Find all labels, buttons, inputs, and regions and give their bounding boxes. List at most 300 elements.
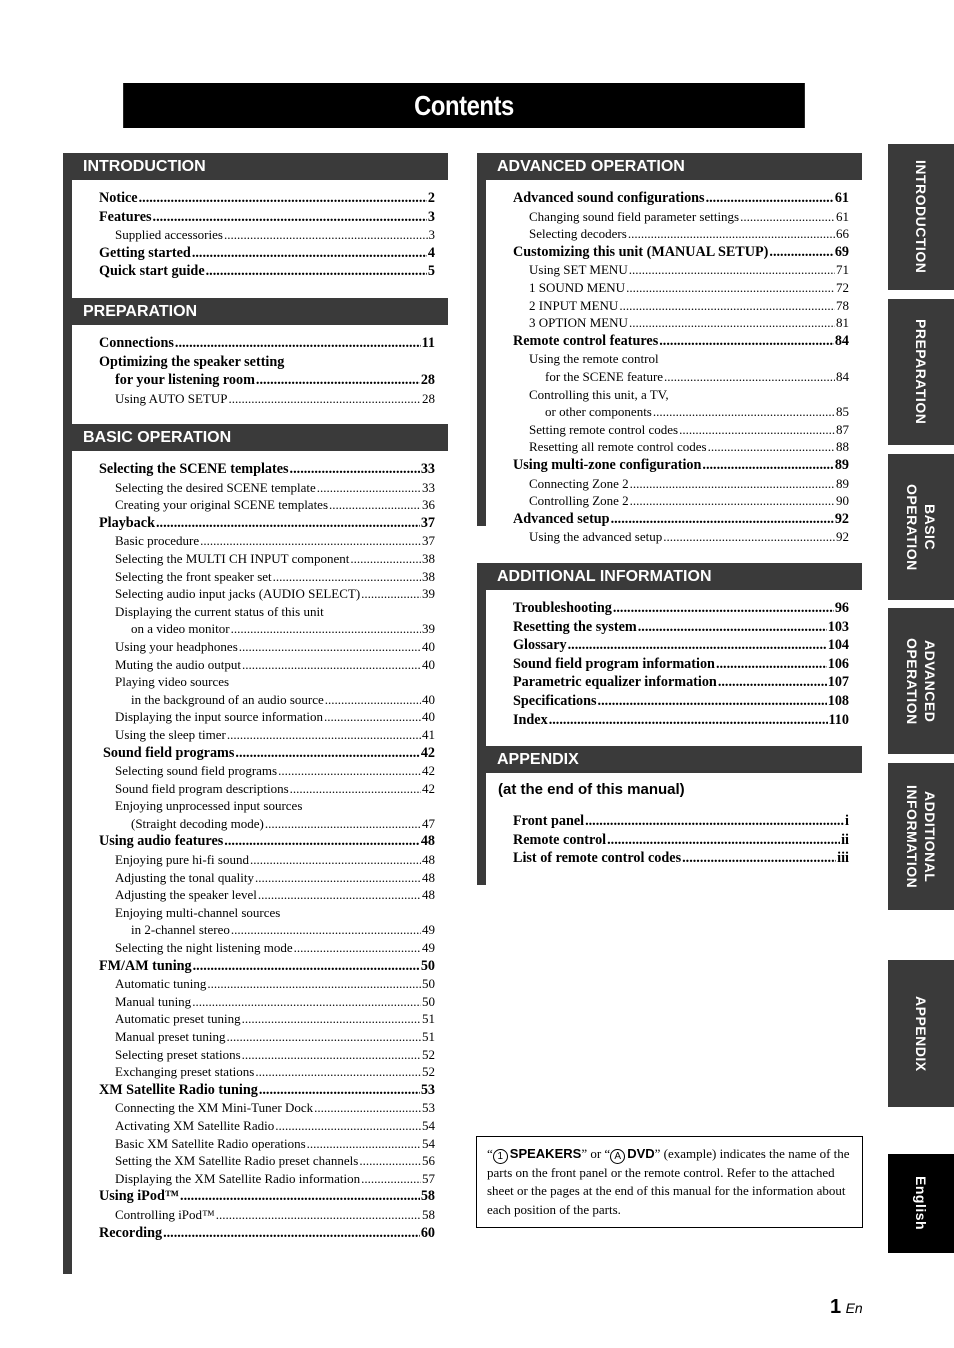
toc-entry-label: Displaying the input source information: [115, 709, 323, 725]
toc-entry[interactable]: [486, 510, 862, 529]
tab-preparation[interactable]: PREPARATION: [888, 299, 954, 445]
toc-entry[interactable]: [72, 869, 448, 887]
section-heading: ADDITIONAL INFORMATION: [477, 563, 862, 590]
toc-entry[interactable]: [72, 1187, 448, 1206]
toc-entry-label: Selecting the front speaker set: [115, 568, 272, 584]
dot-leader: [626, 279, 835, 297]
toc-entry[interactable]: [486, 492, 862, 510]
dot-leader: [216, 1206, 421, 1224]
toc-entry-label: Using the remote control: [529, 351, 659, 367]
toc-entry[interactable]: [486, 655, 862, 674]
toc-entry-label: Playback: [99, 514, 155, 531]
toc-entry-label: Displaying the current status of this unit: [115, 603, 324, 619]
toc-entry-page: 104: [827, 637, 849, 654]
toc-entry[interactable]: [72, 620, 448, 638]
toc-entry-label: Optimizing the speaker setting: [99, 353, 285, 370]
toc-entry[interactable]: [72, 1046, 448, 1064]
toc-entry-label: Index: [513, 711, 548, 728]
speakers-key: SPEAKERS: [509, 1146, 582, 1161]
dot-leader: [226, 1028, 421, 1046]
toc-entry-page: 48: [422, 887, 435, 903]
tab-basic-operation[interactable]: BASIC OPERATION: [888, 454, 954, 600]
toc-entry-page: 42: [422, 780, 435, 796]
toc-entry-page: 40: [422, 709, 435, 725]
toc-entry-page: 58: [420, 1188, 435, 1205]
toc-entry-page: 38: [422, 568, 435, 584]
dot-leader: [663, 528, 835, 546]
toc-entry[interactable]: [72, 886, 448, 904]
toc-entry-page: 48: [422, 852, 435, 868]
section-introduction: [63, 153, 448, 315]
toc-entry[interactable]: [486, 261, 862, 279]
tab-additional-information[interactable]: ADDITIONAL INFORMATION: [888, 763, 954, 910]
toc-entry[interactable]: [486, 599, 862, 618]
dot-leader: [629, 261, 835, 279]
toc-list: [477, 180, 862, 545]
toc-entry-page: 69: [834, 243, 849, 260]
dot-leader: [613, 599, 834, 618]
toc-entry-label: 1 SOUND MENU: [529, 279, 626, 295]
toc-entry-page: 96: [834, 600, 849, 616]
dot-leader: [682, 849, 836, 868]
toc-entry-page: 92: [836, 529, 849, 545]
toc-entry[interactable]: [486, 831, 862, 850]
toc-entry-page: 39: [422, 586, 435, 602]
toc-entry-page: 61: [836, 208, 849, 224]
toc-entry-page: 50: [422, 993, 435, 1009]
toc-entry[interactable]: [72, 262, 448, 281]
toc-list: [477, 590, 862, 748]
toc-entry-label: Advanced setup: [513, 510, 610, 527]
dot-leader: [638, 618, 827, 637]
toc-entry-page: 52: [422, 1064, 435, 1080]
dot-leader: [607, 831, 840, 850]
dot-leader: [278, 762, 421, 780]
toc-entry-page: 81: [836, 315, 849, 331]
toc-entry-page: iii: [837, 850, 849, 867]
toc-entry-page: 110: [828, 711, 849, 728]
toc-entry-page: 49: [422, 922, 435, 938]
toc-entry[interactable]: [486, 403, 862, 421]
dot-leader: [702, 456, 833, 475]
section-heading: INTRODUCTION: [63, 153, 448, 180]
dot-leader: [180, 1187, 420, 1206]
toc-entry-label: Remote control features: [513, 332, 659, 349]
toc-entry[interactable]: [72, 673, 448, 691]
toc-entry-label: Creating your original SCENE templates: [115, 497, 329, 513]
circled-letter-icon: A: [610, 1149, 625, 1164]
dot-leader: [242, 656, 421, 674]
toc-entry[interactable]: [72, 1010, 448, 1028]
dot-leader: [227, 726, 421, 744]
dot-leader: [350, 550, 421, 568]
toc-entry-label: Advanced sound configurations: [513, 190, 705, 206]
toc-list: [63, 180, 448, 315]
toc-entry-label: Setting remote control codes: [529, 421, 679, 437]
toc-entry-page: 90: [836, 493, 849, 509]
toc-entry[interactable]: [72, 744, 448, 763]
toc-entry-label: Enjoying unprocessed input sources: [115, 798, 303, 814]
toc-entry-label: Using SET MENU: [529, 262, 628, 278]
toc-entry-page: 51: [422, 1029, 435, 1044]
toc-entry[interactable]: [72, 390, 448, 408]
dvd-key: DVD: [627, 1146, 655, 1161]
toc-entry-label: Sound field program information: [513, 655, 715, 672]
toc-entry-page: 106: [827, 655, 849, 672]
toc-entry[interactable]: [72, 1117, 448, 1135]
dot-leader: [740, 208, 835, 226]
toc-entry[interactable]: [486, 189, 862, 208]
dot-leader: [193, 957, 420, 976]
toc-list-wrap: [477, 773, 862, 885]
toc-entry-label: Adjusting the tonal quality: [115, 869, 255, 885]
toc-entry-label: Changing sound field parameter settings: [529, 208, 740, 224]
toc-entry[interactable]: [72, 353, 448, 372]
toc-entry[interactable]: [486, 812, 862, 831]
toc-entry[interactable]: [486, 692, 862, 711]
toc-entry-label: Exchanging preset stations: [115, 1064, 255, 1080]
toc-entry-page: 28: [422, 390, 435, 406]
dot-leader: [265, 815, 421, 833]
section-heading: ADVANCED OPERATION: [477, 153, 862, 180]
toc-entry-label: Front panel: [513, 813, 585, 829]
dot-leader: [231, 921, 421, 939]
toc-entry-label: for the SCENE feature: [545, 368, 664, 384]
tab-introduction[interactable]: INTRODUCTION: [888, 144, 954, 290]
section-preparation: [63, 298, 448, 424]
toc-entry[interactable]: [486, 849, 862, 868]
dot-leader: [239, 638, 421, 656]
toc-entry-label: Controlling this unit, a TV,: [529, 386, 669, 402]
toc-entry-label: on a video monitor: [131, 621, 230, 637]
dot-leader: [153, 208, 427, 227]
toc-entry[interactable]: [72, 1135, 448, 1153]
dot-leader: [361, 585, 421, 603]
toc-entry[interactable]: [72, 189, 448, 208]
toc-entry-page: 103: [827, 618, 849, 635]
toc-entry[interactable]: [486, 314, 862, 332]
toc-entry-page: 42: [422, 763, 435, 779]
toc-entry-page: 2: [427, 190, 435, 206]
toc-entry[interactable]: [486, 297, 862, 315]
toc-list: [486, 812, 862, 868]
toc-entry[interactable]: [72, 638, 448, 656]
toc-entry-page: 37: [422, 533, 435, 549]
toc-entry[interactable]: [72, 851, 448, 869]
toc-entry[interactable]: [72, 1152, 448, 1170]
toc-entry-page: 40: [422, 691, 435, 707]
toc-entry[interactable]: [72, 1099, 448, 1117]
toc-entry[interactable]: [486, 475, 862, 493]
dot-leader: [258, 886, 421, 904]
toc-entry[interactable]: [72, 479, 448, 497]
dot-leader: [549, 711, 828, 730]
dot-leader: [256, 371, 420, 390]
toc-entry[interactable]: [72, 1206, 448, 1224]
toc-entry-page: 66: [836, 226, 849, 242]
dot-leader: [679, 421, 835, 439]
appendix-subheading: (at the end of this manual): [498, 781, 685, 798]
dot-leader: [163, 1224, 420, 1243]
toc-entry-label: Automatic tuning: [115, 976, 207, 992]
toc-entry-page: 33: [420, 461, 435, 477]
toc-entry[interactable]: [72, 334, 448, 353]
dot-leader: [361, 1170, 421, 1188]
toc-entry-label: in the background of an audio source: [131, 691, 324, 707]
toc-entry-label: 2 INPUT MENU: [529, 297, 619, 313]
toc-entry-page: 84: [834, 332, 849, 349]
dot-leader: [255, 869, 421, 887]
toc-entry[interactable]: [72, 1170, 448, 1188]
dot-leader: [290, 780, 421, 798]
toc-entry-label: Selecting the MULTI CH INPUT component: [115, 550, 350, 566]
toc-list: [63, 451, 448, 1274]
toc-entry-page: 42: [420, 744, 435, 761]
toc-entry-page: 57: [422, 1170, 435, 1186]
dot-leader: [359, 1152, 421, 1170]
toc-entry-label: Enjoying multi-channel sources: [115, 904, 281, 920]
dot-leader: [290, 460, 420, 479]
toc-entry[interactable]: [486, 421, 862, 439]
toc-entry-page: 5: [427, 263, 435, 280]
toc-entry[interactable]: [72, 656, 448, 674]
toc-entry-label: Enjoying pure hi-fi sound: [115, 852, 249, 868]
toc-entry[interactable]: [72, 1063, 448, 1081]
toc-entry[interactable]: [486, 368, 862, 386]
toc-entry[interactable]: [72, 585, 448, 603]
toc-entry[interactable]: [72, 226, 448, 244]
toc-entry-label: Manual tuning: [115, 993, 192, 1009]
toc-entry-page: 53: [420, 1081, 435, 1098]
dot-leader: [307, 1135, 421, 1153]
toc-entry[interactable]: [72, 244, 448, 263]
toc-list: [63, 325, 448, 424]
toc-entry-label: Resetting all remote control codes: [529, 439, 707, 455]
toc-entry-label: Basic procedure: [115, 533, 200, 549]
toc-entry-label: Notice: [99, 190, 138, 206]
toc-entry-page: 48: [422, 869, 435, 885]
dot-leader: [619, 297, 835, 315]
dot-leader: [242, 1010, 421, 1028]
dot-leader: [192, 244, 427, 263]
toc-entry[interactable]: [486, 456, 862, 475]
toc-entry[interactable]: [486, 243, 862, 262]
toc-entry[interactable]: [486, 673, 862, 692]
toc-entry-label: List of remote control codes: [513, 850, 682, 867]
toc-entry-page: 37: [420, 514, 435, 531]
section-heading: PREPARATION: [63, 298, 448, 325]
toc-entry-label: 3 OPTION MENU: [529, 315, 628, 331]
dot-leader: [294, 939, 421, 957]
dot-leader: [228, 390, 421, 408]
toc-entry-page: 51: [422, 1011, 435, 1027]
toc-entry-label: Selecting the desired SCENE template: [115, 479, 316, 495]
toc-entry[interactable]: [486, 438, 862, 456]
toc-entry-label: Basic XM Satellite Radio operations: [115, 1135, 306, 1151]
toc-entry-label: Displaying the XM Satellite Radio information: [115, 1170, 361, 1186]
toc-entry-label: Setting the XM Satellite Radio preset channels: [115, 1153, 359, 1169]
toc-entry[interactable]: [72, 762, 448, 780]
dot-leader: [259, 1081, 420, 1100]
toc-entry-label: Sound field program descriptions: [115, 780, 289, 796]
toc-entry[interactable]: [72, 797, 448, 815]
toc-entry[interactable]: [72, 726, 448, 744]
toc-entry-page: 28: [420, 372, 435, 389]
toc-entry[interactable]: [72, 568, 448, 586]
dot-leader: [175, 334, 421, 353]
toc-entry-page: 48: [420, 833, 435, 850]
dot-leader: [585, 812, 844, 831]
toc-entry[interactable]: [72, 832, 448, 851]
toc-entry[interactable]: [72, 780, 448, 798]
toc-entry[interactable]: [72, 532, 448, 550]
dot-leader: [224, 226, 428, 244]
toc-entry[interactable]: [72, 1224, 448, 1243]
toc-entry[interactable]: [72, 691, 448, 709]
toc-entry-label: Specifications: [513, 692, 597, 709]
toc-entry-label: Adjusting the speaker level: [115, 887, 257, 903]
toc-entry-label: Troubleshooting: [513, 600, 612, 616]
dot-leader: [598, 692, 827, 711]
toc-entry-label: in 2-channel stereo: [131, 922, 230, 938]
toc-entry[interactable]: [486, 279, 862, 297]
toc-entry[interactable]: [72, 514, 448, 533]
tab-english[interactable]: English: [888, 1154, 954, 1253]
toc-entry[interactable]: [72, 1081, 448, 1100]
toc-entry[interactable]: [72, 1028, 448, 1046]
section-advanced-operation: [477, 153, 862, 545]
dot-leader: [317, 479, 421, 497]
toc-entry-page: 72: [836, 279, 849, 295]
toc-entry[interactable]: [486, 350, 862, 368]
toc-entry[interactable]: [486, 528, 862, 546]
toc-entry-page: 40: [422, 638, 435, 654]
toc-entry[interactable]: [72, 371, 448, 390]
toc-entry-page: 52: [422, 1046, 435, 1062]
toc-entry[interactable]: [486, 711, 862, 730]
toc-entry[interactable]: [72, 708, 448, 726]
tab-appendix[interactable]: APPENDIX: [888, 960, 954, 1107]
toc-entry[interactable]: [72, 603, 448, 621]
toc-entry-page: 108: [827, 692, 849, 709]
toc-entry-page: 60: [420, 1224, 435, 1241]
dot-leader: [207, 975, 421, 993]
toc-entry-page: 4: [427, 244, 435, 261]
toc-entry-page: 54: [422, 1117, 435, 1133]
dot-leader: [314, 1099, 421, 1117]
toc-entry-label: Glossary: [513, 637, 567, 654]
toc-entry-label: Using audio features: [99, 833, 224, 850]
toc-entry-page: 41: [422, 726, 435, 742]
toc-entry-label: Remote control: [513, 831, 607, 848]
dot-leader: [611, 510, 834, 529]
toc-entry-page: 71: [836, 262, 849, 278]
toc-entry-label: XM Satellite Radio tuning: [99, 1081, 258, 1098]
toc-entry-label: Quick start guide: [99, 263, 205, 280]
section-heading: APPENDIX: [477, 746, 862, 773]
dot-leader: [250, 851, 421, 869]
toc-entry[interactable]: [72, 993, 448, 1011]
toc-entry-label: Using AUTO SETUP: [115, 390, 228, 406]
toc-entry-label: Using your headphones: [115, 638, 238, 654]
toc-entry[interactable]: [486, 332, 862, 351]
toc-entry-label: Selecting audio input jacks (AUDIO SELECT): [115, 586, 361, 602]
toc-entry[interactable]: [72, 460, 448, 479]
toc-entry-page: 50: [420, 957, 435, 974]
toc-entry-page: 49: [422, 940, 435, 956]
dot-leader: [716, 655, 827, 674]
toc-entry-label: FM/AM tuning: [99, 957, 192, 974]
toc-entry-page: 33: [422, 479, 435, 495]
toc-entry-label: Using the advanced setup: [529, 529, 663, 545]
toc-entry[interactable]: [486, 386, 862, 404]
toc-entry[interactable]: [486, 636, 862, 655]
toc-entry-label: Selecting the night listening mode: [115, 940, 293, 956]
toc-entry[interactable]: [72, 815, 448, 833]
toc-entry-label: Connections: [99, 335, 174, 351]
toc-entry[interactable]: [72, 939, 448, 957]
toc-entry-label: Muting the audio output: [115, 656, 242, 672]
toc-entry-label: Activating XM Satellite Radio: [115, 1117, 275, 1133]
page-title: Contents: [123, 83, 805, 128]
notation-note: “ 1 SPEAKERS” or “ A DVD” (example) indicates the name of the parts on the front panel or the remote control. Refer to the attached sheet or the pages at the end of this manual for the information about each position of the parts.: [476, 1136, 863, 1228]
dot-leader: [718, 673, 827, 692]
toc-entry[interactable]: [486, 225, 862, 243]
dot-leader: [568, 636, 827, 655]
dot-leader: [325, 691, 421, 709]
toc-entry[interactable]: [72, 550, 448, 568]
section-additional-information: [477, 563, 862, 748]
toc-entry[interactable]: [486, 618, 862, 637]
toc-entry-page: 39: [422, 621, 435, 637]
section-appendix: [477, 746, 862, 885]
toc-entry-label: Controlling Zone 2: [529, 493, 629, 509]
toc-entry-page: 53: [422, 1100, 435, 1116]
toc-entry[interactable]: [72, 975, 448, 993]
dot-leader: [235, 744, 419, 763]
toc-entry[interactable]: [72, 496, 448, 514]
dot-leader: [630, 492, 835, 510]
toc-entry[interactable]: [486, 208, 862, 226]
dot-leader: [224, 832, 420, 851]
toc-entry-label: Selecting decoders: [529, 226, 627, 242]
circled-number-icon: 1: [493, 1149, 508, 1164]
toc-entry-label: Resetting the system: [513, 618, 637, 635]
toc-entry-label: (Straight decoding mode): [131, 815, 264, 831]
toc-entry[interactable]: [72, 208, 448, 227]
dot-leader: [708, 438, 835, 456]
toc-entry-label: Using multi-zone configuration: [513, 456, 702, 473]
dot-leader: [231, 620, 421, 638]
toc-entry-label: Selecting preset stations: [115, 1046, 241, 1062]
toc-entry-page: 84: [836, 368, 849, 384]
dot-leader: [192, 993, 421, 1011]
toc-entry[interactable]: [72, 921, 448, 939]
toc-entry-page: i: [845, 813, 849, 829]
toc-entry-label: or other components: [545, 404, 652, 420]
toc-entry[interactable]: [72, 957, 448, 976]
toc-entry-page: 54: [422, 1135, 435, 1151]
dot-leader: [630, 475, 835, 493]
dot-leader: [659, 332, 834, 351]
toc-entry-page: 50: [422, 976, 435, 992]
toc-entry[interactable]: [72, 904, 448, 922]
tab-advanced-operation[interactable]: ADVANCED OPERATION: [888, 608, 954, 754]
dot-leader: [706, 189, 834, 208]
toc-entry-page: 107: [827, 674, 849, 691]
toc-entry-page: 89: [836, 475, 849, 491]
toc-entry-label: Customizing this unit (MANUAL SETUP): [513, 243, 769, 260]
